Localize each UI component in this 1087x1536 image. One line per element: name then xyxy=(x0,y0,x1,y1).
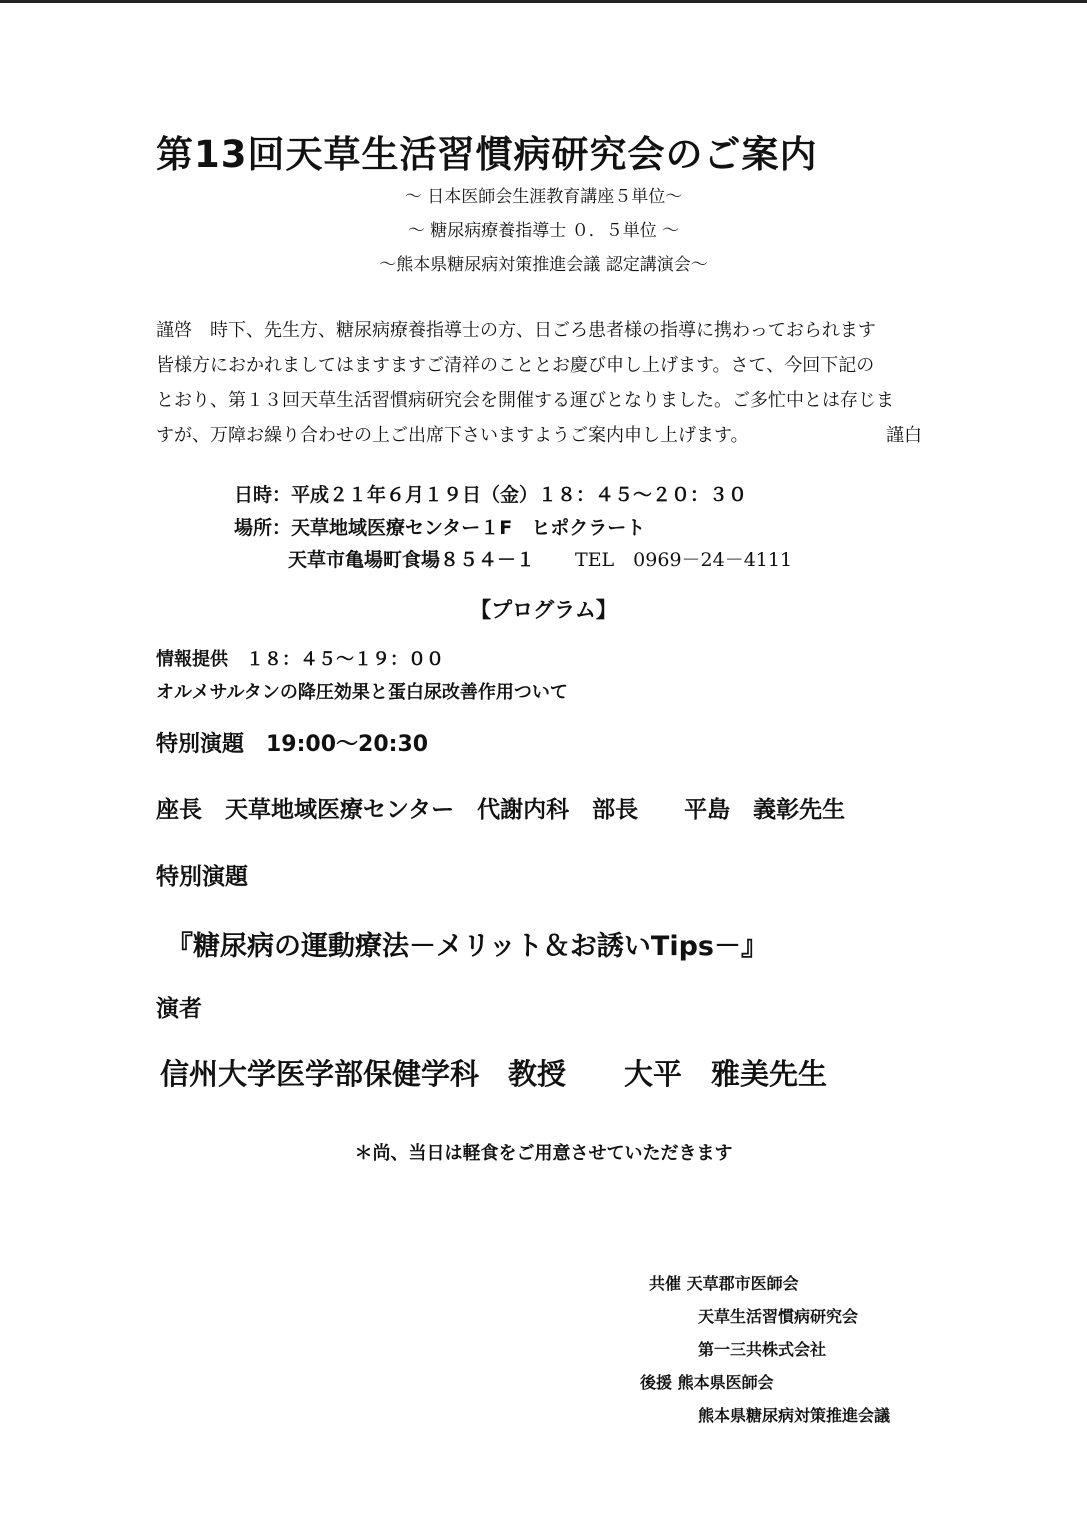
support-item: 熊本県糖尿病対策推進会議 xyxy=(698,1406,891,1425)
program-info-time: 情報提供 １８：４５～１９：００ xyxy=(156,649,444,670)
lecture-title: 『糖尿病の運動療法－メリット＆お誘いTips－』 xyxy=(166,931,768,962)
event-venue: 場所：天草地域医療センター１F ヒポクラート xyxy=(234,517,646,539)
cohost-line xyxy=(649,1271,799,1294)
program-special-time: 特別演題 19:00～20:30 xyxy=(156,732,429,757)
cohost-label: 共催 xyxy=(649,1274,682,1293)
event-address-line xyxy=(288,545,792,572)
subtitle-credit-cde: ～ 糖尿病療養指導士 ０．５単位 ～ xyxy=(407,221,680,241)
intro-line: 謹啓 時下、先生方、糖尿病療養指導士の方、日ごろ患者様の指導に携わっておられます xyxy=(156,320,876,341)
intro-line: 皆様方におかれましてはますますご清祥のこととお慶び申し上げます。さて、今回下記の xyxy=(156,355,875,376)
event-address: 天草市亀場町食場８５４－１ xyxy=(288,549,536,571)
intro-line: とおり、第１３回天草生活習慣病研究会を開催する運びとなりました。ご多忙中とは存じま xyxy=(156,390,894,411)
subtitle-credit-jma: ～ 日本医師会生涯教育講座５単位～ xyxy=(404,187,683,207)
subtitle-certified-lecture: ～熊本県糖尿病対策推進会議 認定講演会～ xyxy=(379,255,708,275)
cohost-item: 天草生活習慣病研究会 xyxy=(698,1307,859,1326)
program-chair: 座長 天草地域医療センター 代謝内科 部長 平島 義彰先生 xyxy=(156,797,846,823)
event-tel: TEL 0969－24－4111 xyxy=(575,549,793,571)
intro-paragraph xyxy=(156,313,946,453)
cohost-item: 第一三共株式会社 xyxy=(698,1340,827,1359)
document-title: 第13回天草生活習慣病研究会のご案内 xyxy=(156,133,818,176)
support-line xyxy=(640,1370,774,1393)
program-heading: 【プログラム】 xyxy=(470,598,617,622)
speaker-label: 演者 xyxy=(156,996,202,1022)
cohost-item: 天草郡市医師会 xyxy=(686,1274,799,1293)
refreshment-note: ＊尚、当日は軽食をご用意させていただきます xyxy=(354,1143,733,1164)
program-info-topic: オルメサルタンの降圧効果と蛋白尿改善作用ついて xyxy=(156,682,568,703)
intro-closing: 謹白 xyxy=(886,425,922,446)
event-datetime: 日時：平成２１年６月１９日（金）１８：４５～２０：３０ xyxy=(234,484,748,506)
intro-line: すが、万障お繰り合わせの上ご出席下さいますようご案内申し上げます。 xyxy=(156,425,749,446)
top-border xyxy=(0,0,1087,3)
support-label: 後援 xyxy=(640,1373,673,1392)
speaker-name: 信州大学医学部保健学科 教授 大平 雅美先生 xyxy=(160,1057,828,1091)
support-item: 熊本県医師会 xyxy=(677,1373,774,1392)
program-special-label: 特別演題 xyxy=(156,864,248,890)
